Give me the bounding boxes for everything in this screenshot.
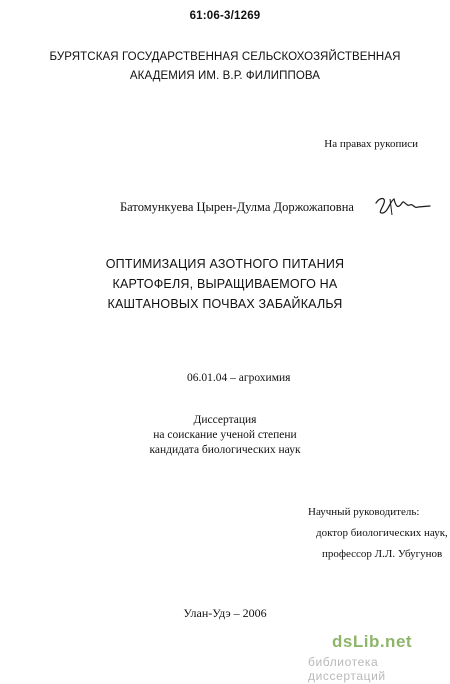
title-line-2: КАРТОФЕЛЯ, ВЫРАЩИВАЕМОГО НА [112, 277, 338, 291]
place-and-year: Улан-Удэ – 2006 [183, 606, 267, 620]
title-line-3: КАШТАНОВЫХ ПОЧВАХ ЗАБАЙКАЛЬЯ [107, 297, 343, 311]
title-line-1: ОПТИМИЗАЦИЯ АЗОТНОГО ПИТАНИЯ [105, 257, 345, 271]
institution-line-1: БУРЯТСКАЯ ГОСУДАРСТВЕННАЯ СЕЛЬСКОХОЗЯЙСТВЕННАЯ [49, 51, 401, 63]
watermark-logo: dsLib.net [332, 632, 413, 651]
advisor-degree: доктор биологических наук, [316, 527, 448, 539]
handwritten-signature [372, 193, 432, 221]
scientific-advisor [308, 502, 448, 565]
advisor-label: Научный руководитель: [308, 506, 420, 518]
archive-code: 61:06-3/1269 [189, 10, 261, 22]
degree-statement [0, 413, 450, 458]
degree-line-2: на соискание ученой степени [153, 429, 297, 441]
advisor-name: профессор Л.Л. Убугунов [322, 548, 443, 560]
rights-note: На правах рукописи [324, 138, 418, 150]
degree-line-1: Диссертация [193, 414, 257, 426]
institution-line-2: АКАДЕМИЯ ИМ. В.Р. ФИЛИППОВА [129, 70, 321, 82]
watermark-subtitle: библиотека диссертаций [308, 655, 386, 683]
degree-line-3: кандидата биологических наук [149, 444, 301, 456]
author-name: Батомункуева Цырен-Дулма Доржожаповна [120, 200, 354, 214]
institution-name [0, 48, 450, 86]
dissertation-title [0, 254, 450, 314]
specialty-code: 06.01.04 – агрохимия [187, 372, 291, 384]
